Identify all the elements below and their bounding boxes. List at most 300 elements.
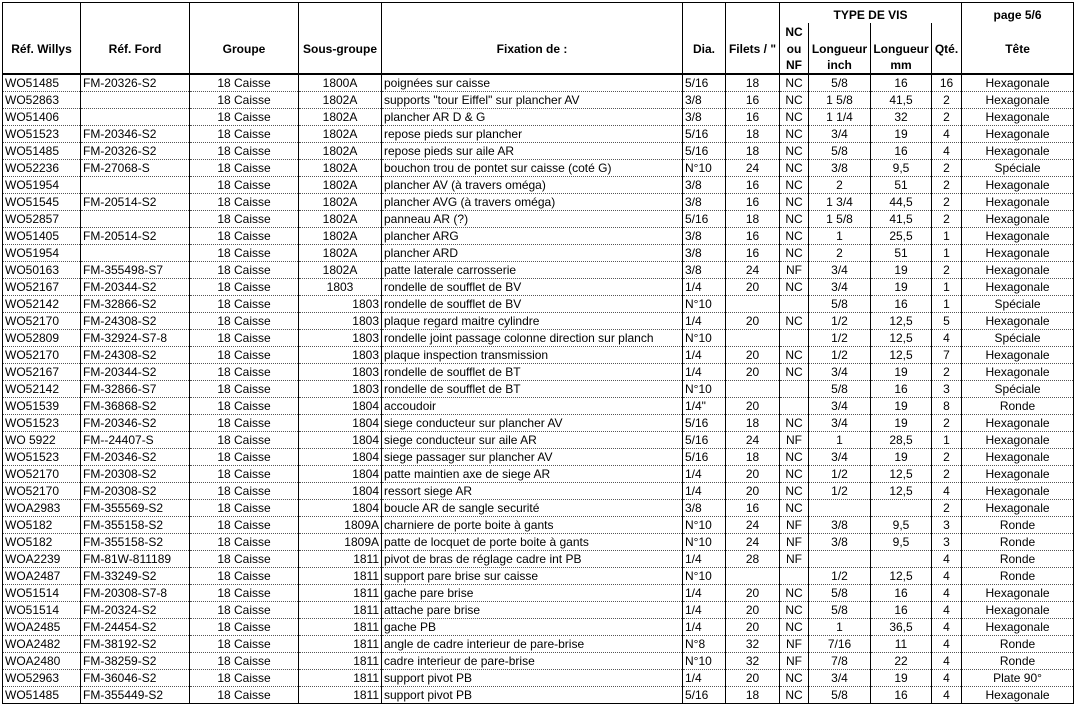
filets-cell: 24 [726, 534, 780, 551]
ref-willys-cell: WO52170 [3, 313, 81, 330]
sous-groupe-cell: 1800A [299, 74, 382, 92]
ref-ford-cell: FM-355569-S2 [81, 500, 190, 517]
tete-cell: Hexagonale [962, 92, 1074, 109]
filets-cell: 20 [726, 619, 780, 636]
ref-willys-cell: WO52167 [3, 279, 81, 296]
dia-cell: N°10 [683, 296, 726, 313]
longueur-inch-cell: 1 5/8 [809, 211, 871, 228]
longueur-inch-cell: 3/8 [809, 517, 871, 534]
header-nc-line2: ou [780, 40, 809, 57]
qte-cell: 4 [932, 585, 962, 602]
sous-groupe-cell: 1811 [299, 551, 382, 568]
longueur-mm-cell: 19 [871, 364, 932, 381]
header-cell [683, 3, 726, 24]
sous-groupe-cell: 1804 [299, 500, 382, 517]
header-row-2 [3, 40, 1074, 57]
tete-cell: Spéciale [962, 381, 1074, 398]
groupe-cell: 18 Caisse [190, 381, 299, 398]
longueur-inch-cell [809, 551, 871, 568]
header-nc-line3: NF [780, 57, 809, 74]
tete-cell: Ronde [962, 653, 1074, 670]
header-longueur-mm-label: Longueur [871, 40, 932, 57]
longueur-inch-cell: 5/8 [809, 687, 871, 704]
header-cell [726, 57, 780, 74]
nc-nf-cell: NC [780, 347, 809, 364]
header-cell [81, 3, 190, 24]
longueur-inch-cell: 1/2 [809, 568, 871, 585]
header-cell [382, 3, 683, 24]
fixation-cell: plancher AR D & G [382, 109, 683, 126]
fixation-cell: support pivot PB [382, 670, 683, 687]
groupe-cell: 18 Caisse [190, 449, 299, 466]
ref-willys-cell: WO52963 [3, 670, 81, 687]
fixation-cell: ressort siege AR [382, 483, 683, 500]
sous-groupe-cell: 1811 [299, 653, 382, 670]
qte-cell: 4 [932, 483, 962, 500]
groupe-cell: 18 Caisse [190, 687, 299, 704]
sous-groupe-cell: 1811 [299, 619, 382, 636]
longueur-inch-cell: 5/8 [809, 296, 871, 313]
dia-cell: 1/4 [683, 347, 726, 364]
qte-cell: 7 [932, 347, 962, 364]
ref-willys-cell: WOA2239 [3, 551, 81, 568]
nc-nf-cell [780, 330, 809, 347]
ref-willys-cell: WO52236 [3, 160, 81, 177]
ref-ford-cell: FM-20326-S2 [81, 74, 190, 92]
sous-groupe-cell: 1811 [299, 602, 382, 619]
tete-cell: Hexagonale [962, 619, 1074, 636]
ref-willys-cell: WO52857 [3, 211, 81, 228]
ref-willys-cell: WO51405 [3, 228, 81, 245]
groupe-cell: 18 Caisse [190, 74, 299, 92]
ref-ford-cell: FM-24308-S2 [81, 347, 190, 364]
filets-cell: 16 [726, 92, 780, 109]
ref-willys-cell: WO52142 [3, 381, 81, 398]
ref-willys-cell: WO51539 [3, 398, 81, 415]
nc-nf-cell: NC [780, 160, 809, 177]
header-tete [962, 23, 1074, 40]
groupe-cell: 18 Caisse [190, 653, 299, 670]
longueur-mm-cell: 16 [871, 296, 932, 313]
qte-cell: 2 [932, 177, 962, 194]
qte-cell: 4 [932, 330, 962, 347]
nc-nf-cell: NC [780, 449, 809, 466]
fixation-cell: rondelle de soufflet de BT [382, 381, 683, 398]
header-cell [3, 57, 81, 74]
qte-cell: 1 [932, 245, 962, 262]
filets-cell [726, 296, 780, 313]
groupe-cell: 18 Caisse [190, 194, 299, 211]
fixation-cell: plaque inspection transmission [382, 347, 683, 364]
longueur-mm-cell: 51 [871, 177, 932, 194]
fixation-cell: repose pieds sur aile AR [382, 143, 683, 160]
nc-nf-cell: NC [780, 109, 809, 126]
tete-cell: Hexagonale [962, 177, 1074, 194]
qte-cell: 3 [932, 381, 962, 398]
groupe-cell: 18 Caisse [190, 432, 299, 449]
fixation-cell: siege conducteur sur aile AR [382, 432, 683, 449]
qte-cell: 2 [932, 449, 962, 466]
dia-cell: 5/16 [683, 432, 726, 449]
sous-groupe-cell: 1802A [299, 109, 382, 126]
sous-groupe-cell: 1809A [299, 534, 382, 551]
qte-cell: 2 [932, 109, 962, 126]
filets-cell: 20 [726, 585, 780, 602]
dia-cell: 5/16 [683, 449, 726, 466]
longueur-inch-cell: 3/4 [809, 415, 871, 432]
qte-cell: 4 [932, 636, 962, 653]
dia-cell: 3/8 [683, 245, 726, 262]
fixation-cell: panneau AR (?) [382, 211, 683, 228]
filets-cell: 16 [726, 194, 780, 211]
nc-nf-cell: NF [780, 262, 809, 279]
sous-groupe-cell: 1802A [299, 126, 382, 143]
filets-cell [726, 568, 780, 585]
longueur-inch-cell: 3/4 [809, 364, 871, 381]
tete-cell: Hexagonale [962, 279, 1074, 296]
longueur-mm-cell: 12,5 [871, 330, 932, 347]
tete-cell: Hexagonale [962, 602, 1074, 619]
nc-nf-cell: NC [780, 483, 809, 500]
nc-nf-cell: NC [780, 500, 809, 517]
longueur-mm-cell: 41,5 [871, 92, 932, 109]
header-qte-label: Qté. [932, 40, 962, 57]
nc-nf-cell [780, 296, 809, 313]
tete-cell: Hexagonale [962, 211, 1074, 228]
ref-willys-cell: WO51485 [3, 74, 81, 92]
table-row [3, 381, 1074, 398]
groupe-cell: 18 Caisse [190, 296, 299, 313]
filets-cell: 18 [726, 415, 780, 432]
ref-ford-cell: FM-355498-S7 [81, 262, 190, 279]
longueur-inch-cell: 1/2 [809, 466, 871, 483]
groupe-cell: 18 Caisse [190, 534, 299, 551]
nc-nf-cell: NC [780, 126, 809, 143]
table-row [3, 262, 1074, 279]
tete-cell: Hexagonale [962, 364, 1074, 381]
sous-groupe-cell: 1802A [299, 211, 382, 228]
sous-groupe-cell: 1802A [299, 143, 382, 160]
filets-cell: 20 [726, 398, 780, 415]
header-filets [726, 23, 780, 40]
tete-cell: Hexagonale [962, 415, 1074, 432]
tete-cell: Hexagonale [962, 449, 1074, 466]
longueur-mm-cell: 9,5 [871, 534, 932, 551]
longueur-inch-cell: 5/8 [809, 585, 871, 602]
longueur-mm-cell: 12,5 [871, 347, 932, 364]
fixation-cell: plancher ARG [382, 228, 683, 245]
tete-cell: Ronde [962, 517, 1074, 534]
dia-cell: 1/4 [683, 551, 726, 568]
qte-cell: 5 [932, 313, 962, 330]
groupe-cell: 18 Caisse [190, 364, 299, 381]
qte-cell: 1 [932, 228, 962, 245]
header-cell [726, 3, 780, 24]
longueur-mm-cell: 19 [871, 449, 932, 466]
tete-cell: Spéciale [962, 296, 1074, 313]
ref-ford-cell: FM-32866-S2 [81, 296, 190, 313]
nc-nf-cell: NF [780, 636, 809, 653]
longueur-inch-cell: 3/4 [809, 262, 871, 279]
table-row [3, 517, 1074, 534]
filets-cell: 18 [726, 687, 780, 704]
longueur-mm-cell: 12,5 [871, 313, 932, 330]
header-row-1 [3, 23, 1074, 40]
header-ref-willys-label: Réf. Willys [3, 40, 81, 57]
tete-cell: Spéciale [962, 330, 1074, 347]
groupe-cell: 18 Caisse [190, 347, 299, 364]
filets-cell: 18 [726, 74, 780, 92]
table-row [3, 551, 1074, 568]
header-cell [81, 57, 190, 74]
ref-ford-cell: FM-36868-S2 [81, 398, 190, 415]
header-inch-unit: inch [809, 57, 871, 74]
longueur-inch-cell: 7/8 [809, 653, 871, 670]
page-number: page 5/6 [962, 3, 1074, 24]
groupe-cell: 18 Caisse [190, 500, 299, 517]
ref-ford-cell: FM-355449-S2 [81, 687, 190, 704]
longueur-inch-cell [809, 500, 871, 517]
header-groupe [190, 23, 299, 40]
ref-ford-cell: FM-38192-S2 [81, 636, 190, 653]
ref-ford-cell: FM-36046-S2 [81, 670, 190, 687]
groupe-cell: 18 Caisse [190, 160, 299, 177]
qte-cell: 1 [932, 296, 962, 313]
filets-cell: 24 [726, 517, 780, 534]
ref-willys-cell: WO51954 [3, 245, 81, 262]
qte-cell: 4 [932, 653, 962, 670]
longueur-inch-cell: 1 [809, 228, 871, 245]
ref-willys-cell: WO51523 [3, 449, 81, 466]
groupe-cell: 18 Caisse [190, 143, 299, 160]
header-cell [683, 57, 726, 74]
ref-ford-cell: FM-20346-S2 [81, 449, 190, 466]
qte-cell: 2 [932, 415, 962, 432]
longueur-mm-cell: 25,5 [871, 228, 932, 245]
longueur-inch-cell: 5/8 [809, 74, 871, 92]
table-row [3, 211, 1074, 228]
longueur-inch-cell: 2 [809, 177, 871, 194]
sous-groupe-cell: 1804 [299, 432, 382, 449]
tete-cell: Hexagonale [962, 74, 1074, 92]
longueur-inch-cell: 1 3/4 [809, 194, 871, 211]
ref-willys-cell: WO52809 [3, 330, 81, 347]
longueur-inch-cell: 5/8 [809, 381, 871, 398]
groupe-cell: 18 Caisse [190, 483, 299, 500]
header-fixation [382, 23, 683, 40]
sous-groupe-cell: 1803 [299, 381, 382, 398]
table-row [3, 347, 1074, 364]
tete-cell: Hexagonale [962, 466, 1074, 483]
groupe-cell: 18 Caisse [190, 313, 299, 330]
tete-cell: Ronde [962, 551, 1074, 568]
longueur-mm-cell: 41,5 [871, 211, 932, 228]
ref-willys-cell: WO5182 [3, 517, 81, 534]
qte-cell: 16 [932, 74, 962, 92]
ref-ford-cell: FM-27068-S [81, 160, 190, 177]
longueur-inch-cell: 3/4 [809, 398, 871, 415]
qte-cell: 2 [932, 500, 962, 517]
longueur-inch-cell: 1/2 [809, 483, 871, 500]
groupe-cell: 18 Caisse [190, 398, 299, 415]
fixation-cell: patte laterale carrosserie [382, 262, 683, 279]
sous-groupe-cell: 1803 [299, 330, 382, 347]
qte-cell: 2 [932, 194, 962, 211]
table-row [3, 636, 1074, 653]
ref-willys-cell: WO51954 [3, 177, 81, 194]
table-row [3, 194, 1074, 211]
longueur-mm-cell: 51 [871, 245, 932, 262]
tete-cell: Hexagonale [962, 432, 1074, 449]
qte-cell: 4 [932, 143, 962, 160]
dia-cell: 3/8 [683, 500, 726, 517]
longueur-mm-cell: 9,5 [871, 160, 932, 177]
longueur-inch-cell: 7/16 [809, 636, 871, 653]
qte-cell: 1 [932, 279, 962, 296]
fixation-cell: siege conducteur sur plancher AV [382, 415, 683, 432]
filets-cell: 20 [726, 313, 780, 330]
dia-cell: 5/16 [683, 687, 726, 704]
nc-nf-cell: NF [780, 517, 809, 534]
dia-cell: N°10 [683, 160, 726, 177]
nc-nf-cell: NF [780, 551, 809, 568]
header-cell [3, 3, 81, 24]
dia-cell: 1/4 [683, 585, 726, 602]
tete-cell: Ronde [962, 568, 1074, 585]
sous-groupe-cell: 1804 [299, 449, 382, 466]
fixation-cell: angle de cadre interieur de pare-brise [382, 636, 683, 653]
longueur-inch-cell: 1 [809, 619, 871, 636]
longueur-inch-cell: 1/2 [809, 330, 871, 347]
table-row [3, 228, 1074, 245]
groupe-cell: 18 Caisse [190, 636, 299, 653]
nc-nf-cell: NF [780, 432, 809, 449]
longueur-inch-cell: 1 [809, 432, 871, 449]
groupe-cell: 18 Caisse [190, 551, 299, 568]
nc-nf-cell: NF [780, 653, 809, 670]
dia-cell: N°10 [683, 534, 726, 551]
dia-cell: N°10 [683, 517, 726, 534]
table-row [3, 398, 1074, 415]
dia-cell: 1/4 [683, 619, 726, 636]
fixation-cell: rondelle de soufflet de BV [382, 279, 683, 296]
groupe-cell: 18 Caisse [190, 585, 299, 602]
filets-cell: 18 [726, 143, 780, 160]
filets-cell: 16 [726, 109, 780, 126]
sous-groupe-cell: 1802A [299, 262, 382, 279]
longueur-inch-cell: 1 1/4 [809, 109, 871, 126]
ref-ford-cell: FM-20346-S2 [81, 126, 190, 143]
qte-cell: 2 [932, 92, 962, 109]
qte-cell: 8 [932, 398, 962, 415]
ref-ford-cell: FM-20326-S2 [81, 143, 190, 160]
nc-nf-cell: NC [780, 415, 809, 432]
ref-ford-cell: FM-20514-S2 [81, 228, 190, 245]
filets-cell: 18 [726, 126, 780, 143]
groupe-cell: 18 Caisse [190, 330, 299, 347]
nc-nf-cell: NC [780, 74, 809, 92]
ref-ford-cell [81, 245, 190, 262]
longueur-mm-cell: 16 [871, 687, 932, 704]
table-row [3, 74, 1074, 92]
nc-nf-cell: NC [780, 143, 809, 160]
fixation-cell: supports "tour Eiffel" sur plancher AV [382, 92, 683, 109]
ref-willys-cell: WO52167 [3, 364, 81, 381]
groupe-cell: 18 Caisse [190, 245, 299, 262]
sous-groupe-cell: 1802A [299, 92, 382, 109]
longueur-mm-cell [871, 551, 932, 568]
table-row [3, 245, 1074, 262]
sous-groupe-cell: 1802A [299, 245, 382, 262]
filets-cell [726, 330, 780, 347]
groupe-cell: 18 Caisse [190, 670, 299, 687]
nc-nf-cell: NC [780, 92, 809, 109]
longueur-mm-cell: 16 [871, 143, 932, 160]
groupe-cell: 18 Caisse [190, 262, 299, 279]
header-longueur-inch-label: Longueur [809, 40, 871, 57]
header-cell [962, 57, 1074, 74]
fixation-cell: boucle AR de sangle securité [382, 500, 683, 517]
groupe-cell: 18 Caisse [190, 568, 299, 585]
sous-groupe-cell: 1803 [299, 313, 382, 330]
header-cell [190, 57, 299, 74]
longueur-inch-cell: 3/4 [809, 126, 871, 143]
groupe-cell: 18 Caisse [190, 126, 299, 143]
tete-cell: Hexagonale [962, 262, 1074, 279]
tete-cell: Ronde [962, 534, 1074, 551]
sous-groupe-cell: 1804 [299, 398, 382, 415]
sous-groupe-cell: 1802A [299, 194, 382, 211]
groupe-cell: 18 Caisse [190, 466, 299, 483]
longueur-mm-cell: 11 [871, 636, 932, 653]
header-ref-ford-label: Réf. Ford [81, 40, 190, 57]
longueur-mm-cell: 12,5 [871, 483, 932, 500]
header-ref-ford [81, 23, 190, 40]
filets-cell: 24 [726, 262, 780, 279]
ref-willys-cell: WO52863 [3, 92, 81, 109]
fixation-cell: gache PB [382, 619, 683, 636]
spreadsheet [2, 2, 1073, 704]
table-row [3, 483, 1074, 500]
ref-ford-cell: FM-33249-S2 [81, 568, 190, 585]
ref-willys-cell: WO52170 [3, 483, 81, 500]
ref-willys-cell: WO51514 [3, 602, 81, 619]
sous-groupe-cell: 1811 [299, 636, 382, 653]
sous-groupe-cell: 1802A [299, 228, 382, 245]
filets-cell: 20 [726, 347, 780, 364]
fixation-cell: gache pare brise [382, 585, 683, 602]
dia-cell: 5/16 [683, 211, 726, 228]
tete-cell: Hexagonale [962, 109, 1074, 126]
nc-nf-cell: NC [780, 602, 809, 619]
table-row [3, 568, 1074, 585]
longueur-inch-cell: 1/2 [809, 347, 871, 364]
table-row [3, 330, 1074, 347]
table-row [3, 92, 1074, 109]
ref-ford-cell: FM-355158-S2 [81, 517, 190, 534]
header-cell [932, 57, 962, 74]
groupe-cell: 18 Caisse [190, 517, 299, 534]
header-tete-label: Tête [962, 40, 1074, 57]
ref-ford-cell: FM-24454-S2 [81, 619, 190, 636]
ref-willys-cell: WO51523 [3, 126, 81, 143]
ref-ford-cell: FM-20344-S2 [81, 364, 190, 381]
fixation-cell: poignées sur caisse [382, 74, 683, 92]
sous-groupe-cell: 1804 [299, 466, 382, 483]
dia-cell: 5/16 [683, 143, 726, 160]
header-cell [190, 3, 299, 24]
qte-cell: 4 [932, 126, 962, 143]
